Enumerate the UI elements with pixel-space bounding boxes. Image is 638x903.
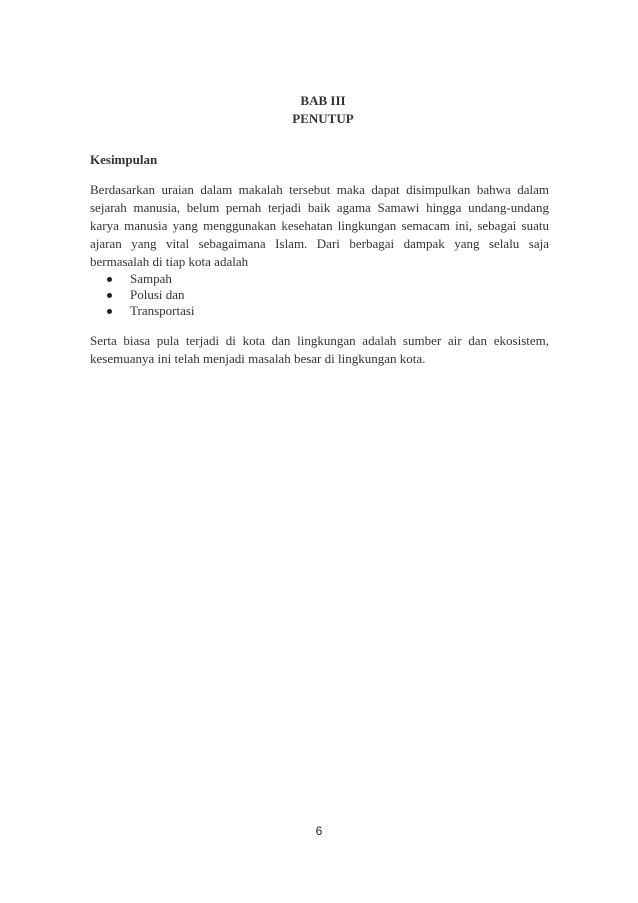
bullet-icon [107, 293, 112, 298]
paragraph-closing: Serta biasa pula terjadi di kota dan lingkungan adalah sumber air dan ekosistem, kesemuanya ini telah menjadi masalah besar di lingkungan kota. [90, 333, 549, 366]
section-heading: Kesimpulan [90, 152, 158, 167]
list-item-label: Polusi dan [130, 287, 185, 302]
list-item-label: Sampah [130, 271, 172, 286]
chapter-title: PENUTUP [292, 111, 354, 126]
list-item [90, 287, 195, 303]
list-item-label: Transportasi [130, 303, 195, 318]
paragraph-intro: Berdasarkan uraian dalam makalah tersebut maka dapat disimpulkan bahwa dalam sejarah manusia, belum pernah terjadi baik agama Samawi hingga undang-undang karya manusia yang menggunakan kesehatan lingkungan semacam ini, sebagai suatu ajaran yang vital sebagaimana Islam. Dari berbagai dampak yang selalu saja bermasalah di tiap kota adalah [90, 182, 549, 269]
list-item [90, 271, 195, 287]
chapter-header [0, 92, 638, 128]
page-number: 6 [315, 824, 323, 838]
bullet-icon [107, 277, 112, 282]
list-item [90, 303, 195, 319]
bullet-list [90, 271, 195, 319]
bullet-icon [107, 309, 112, 314]
chapter-number: BAB III [300, 93, 346, 108]
